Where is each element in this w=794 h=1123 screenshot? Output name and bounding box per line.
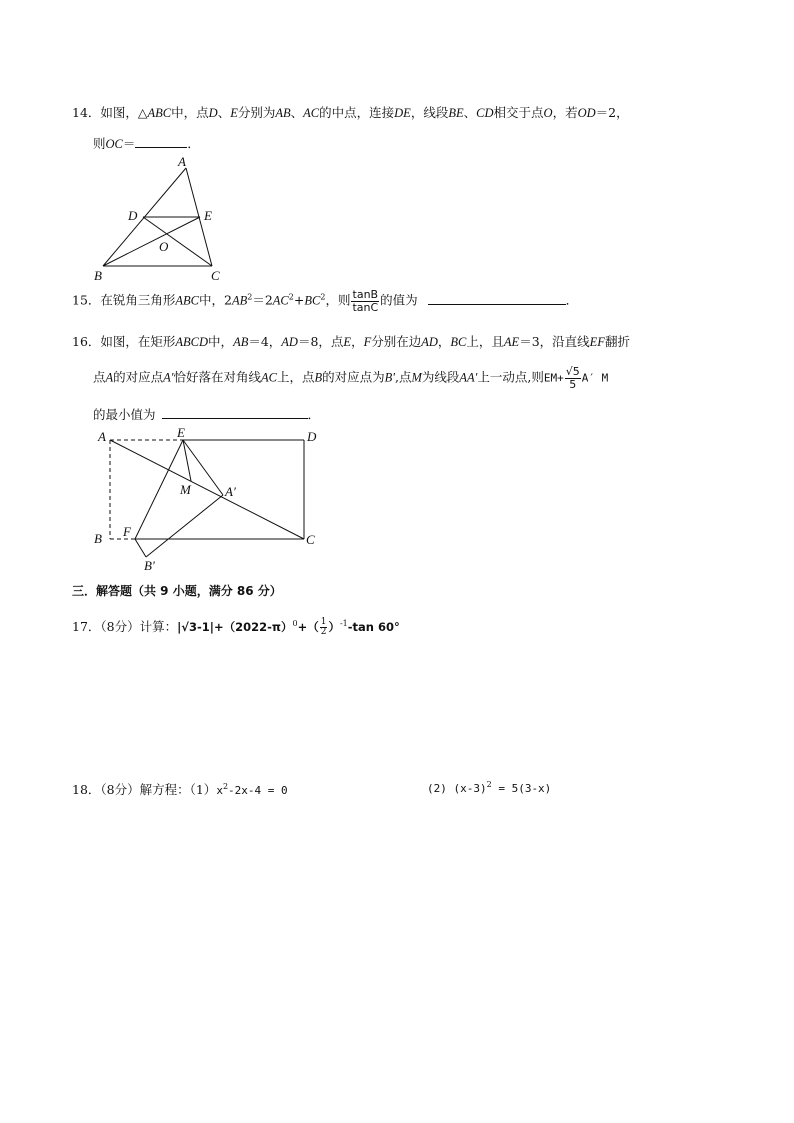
q16-figure bbox=[88, 424, 328, 574]
q14-line2: 则OC＝ ． bbox=[93, 136, 200, 151]
segment-b-prime-a-prime bbox=[146, 495, 223, 557]
segment-ef bbox=[135, 440, 183, 539]
q14-figure bbox=[88, 152, 228, 286]
q16-fraction: $\frac{√5}{5}$ bbox=[565, 365, 580, 391]
q15-fraction: $\frac{\tan B}{\tan C}$ bbox=[352, 288, 379, 314]
q18-part2: (2) $(x-3)^2 = 5(3-x)$ bbox=[427, 779, 552, 795]
label-f: F bbox=[123, 524, 131, 539]
label-e: E bbox=[204, 208, 212, 223]
segment-cd bbox=[143, 217, 212, 266]
q14-number: 14． bbox=[72, 105, 101, 120]
q14-answer-blank[interactable] bbox=[135, 135, 187, 148]
label-b: B bbox=[94, 268, 102, 283]
segment-fb-prime bbox=[135, 539, 146, 557]
q14-line1: 14．如图，△ABC中，点D、E分别为AB、AC的中点，连接DE，线段BE、CD相交于点O，若OD＝2， bbox=[72, 105, 629, 120]
q16-line1: 16．如图，在矩形ABCD中，AB＝4，AD＝8，点E，F分别在边AD，BC上，且AE＝3，沿直线EF翻折 bbox=[72, 334, 630, 349]
label-a: A bbox=[178, 154, 186, 169]
label-m: M bbox=[180, 482, 191, 497]
label-d: D bbox=[307, 429, 317, 444]
label-c: C bbox=[306, 532, 315, 547]
q17-line: 17．（8分）计算：$|√3-1|+(2022-\pi)^0+$（ $\frac{1}{2}$ ）$^{-1}$-tan 60° bbox=[72, 616, 400, 637]
label-a-prime: A′ bbox=[225, 484, 236, 499]
q16-answer-blank[interactable] bbox=[162, 406, 308, 419]
label-b: B bbox=[94, 531, 102, 546]
label-a: A bbox=[98, 429, 106, 444]
segment-be bbox=[103, 217, 200, 266]
label-b-prime: B′ bbox=[144, 558, 155, 573]
diagonal-ac bbox=[110, 440, 304, 539]
q16-line2: 点A的对应点A'恰好落在对角线AC上，点B的对应点为B',点M为线段AA'上一动点,则EM+ $\frac{√5}{5}$ A′ M bbox=[93, 365, 609, 391]
label-o: O bbox=[159, 239, 169, 254]
label-e: E bbox=[177, 425, 185, 440]
label-d: D bbox=[128, 208, 138, 223]
q15-answer-blank[interactable] bbox=[428, 292, 566, 305]
q15-line: 15．在锐角三角形ABC中，$2AB^2=2AC^2+BC^2$，则 $\frac{\tan B}{\tan C}$ 的值为 ． bbox=[72, 288, 579, 314]
q16-line3: 的最小值为 ． bbox=[93, 407, 321, 422]
section-3-heading: 三．解答题（共 9 小题，满分 86 分） bbox=[72, 584, 282, 598]
q17-fraction: $\frac{1}{2}$ bbox=[320, 616, 327, 637]
q18-line: 18．（8分）解方程：$(1)x^2-2x-4 = 0$ bbox=[72, 781, 288, 797]
label-c: C bbox=[211, 268, 220, 283]
